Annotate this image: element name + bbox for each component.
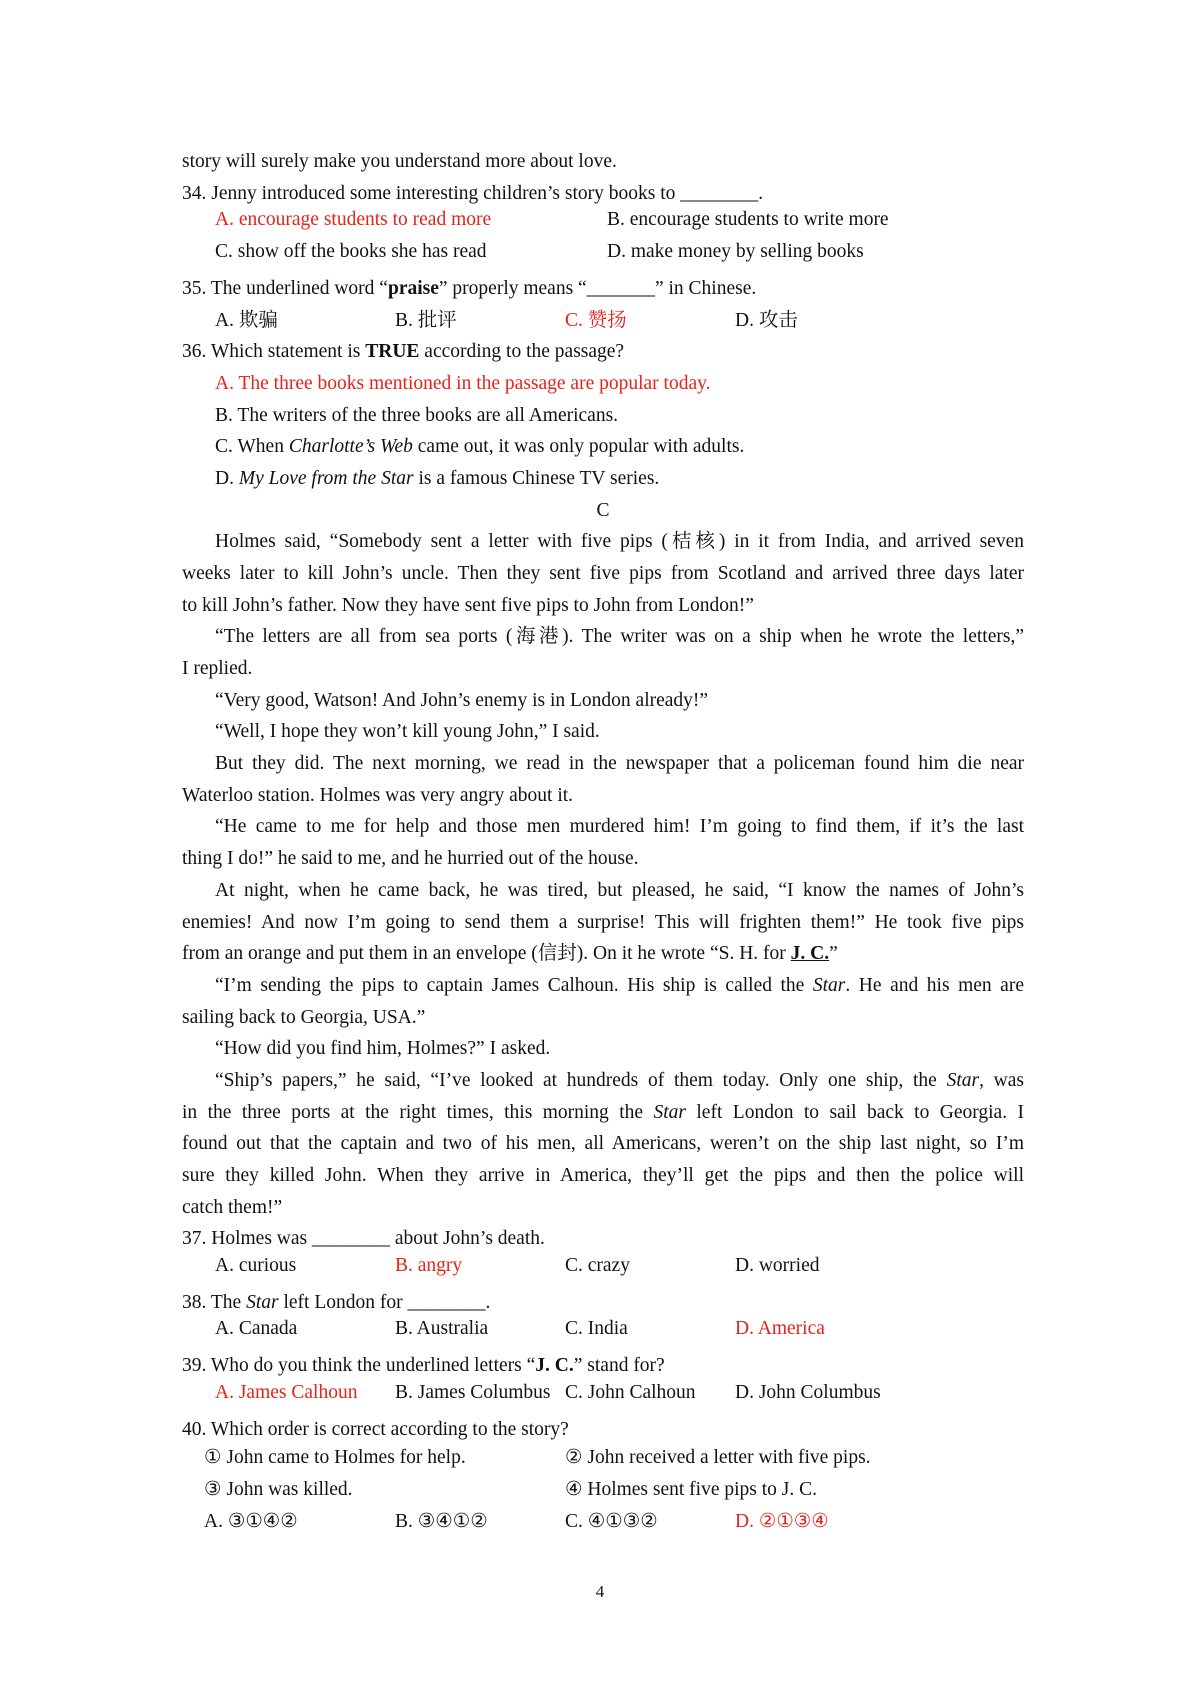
q38-stem-post: left London for ________. (278, 1291, 491, 1313)
q39-option-d: D. John Columbus (735, 1381, 881, 1403)
question-37-options (182, 1255, 1024, 1287)
passage-line: to kill John’s father. Now they have sent five pips to John from London!” (182, 594, 754, 616)
q38-option-c: C. India (565, 1318, 628, 1340)
passage-line: “How did you find him, Holmes?” I asked. (215, 1038, 551, 1060)
ship-name-star: Star (812, 974, 846, 996)
question-35-options (182, 304, 1024, 336)
passage-line: sailing back to Georgia, USA.” (182, 1006, 426, 1028)
q38-option-b: B. Australia (395, 1318, 489, 1340)
passage-line: weeks later to kill John’s uncle. Then they sent five pips from Scotland and arrived three days later (182, 562, 1024, 584)
passage-line: Holmes said, “Somebody sent a letter with five pips (桔核) in it from India, and arrived seven (215, 531, 1024, 553)
q36-option-c-pre: C. When (215, 436, 289, 458)
q38-option-a: A. Canada (215, 1318, 298, 1340)
q35-option-c-answer: C. 赞扬 (565, 310, 627, 332)
passage-line (182, 1097, 1024, 1129)
q39-option-b: B. James Columbus (395, 1381, 551, 1403)
passage-line: found out that the captain and two of his men, all Americans, weren’t on the ship last night, so I’m (182, 1133, 1024, 1155)
underlined-jc: J. C. (790, 943, 830, 965)
q36-stem-bold: TRUE (365, 341, 420, 363)
q40-event-3: ③ John was killed. (204, 1478, 353, 1500)
q35-stem-word: praise (387, 277, 439, 299)
passage-line: enemies! And now I’m going to send them a surprise! This will frighten them!” He took five pips (182, 911, 1024, 933)
p8-l1-pre: “I’m sending the pips to captain James Calhoun. His ship is called the (215, 974, 813, 996)
question-40-events-row-1 (182, 1445, 1024, 1477)
question-40-stem: 40. Which order is correct according to the story? (182, 1418, 569, 1440)
q40-event-2: ② John received a letter with five pips. (565, 1447, 871, 1469)
q40-option-d-answer: D. ②①③④ (735, 1510, 829, 1532)
question-38-options (182, 1318, 1024, 1350)
q35-option-a: A. 欺骗 (215, 310, 278, 332)
q36-option-d-pre: D. (215, 467, 239, 489)
passage-line: “Very good, Watson! And John’s enemy is in London already!” (215, 689, 709, 711)
p8-l1-post: . He and his men are (845, 974, 1024, 996)
passage-line: But they did. The next morning, we read in the newspaper that a policeman found him die near (215, 753, 1024, 775)
passage-line (182, 938, 1024, 970)
question-39-options (182, 1382, 1024, 1414)
p10-l2-post: left London to sail back to Georgia. I (685, 1101, 1024, 1123)
q40-event-4: ④ Holmes sent five pips to J. C. (565, 1478, 818, 1500)
p7-l3-post: ” (829, 943, 838, 965)
question-37-stem: 37. Holmes was ________ about John’s death. (182, 1228, 545, 1250)
q39-stem-post: ” stand for? (573, 1355, 665, 1377)
q36-stem-post: according to the passage? (419, 341, 625, 363)
q38-stem-star: Star (246, 1291, 279, 1313)
q40-option-b: B. ③④①② (395, 1510, 488, 1532)
q36-option-c-post: came out, it was only popular with adults. (412, 436, 745, 458)
question-40-options (182, 1509, 1024, 1541)
passage-line (182, 1065, 1024, 1097)
question-34-options-row-2 (182, 241, 1024, 273)
q34-option-b: B. encourage students to write more (607, 209, 889, 231)
passage-line: At night, when he came back, he was tired, but pleased, he said, “I know the names of John’s (215, 879, 1024, 901)
q39-option-c: C. John Calhoun (565, 1381, 696, 1403)
p10-l1-pre: “Ship’s papers,” he said, “I’ve looked at hundreds of them today. Only one ship, the (215, 1069, 947, 1091)
q38-option-d-answer: D. America (735, 1318, 825, 1340)
passage-line: “The letters are all from sea ports (海港). The writer was on a ship when he wrote the letters,” (215, 626, 1024, 648)
q34-option-d: D. make money by selling books (607, 241, 864, 263)
q36-option-c-title: Charlotte’s Web (288, 436, 413, 458)
q37-option-c: C. crazy (565, 1255, 630, 1277)
q34-option-c: C. show off the books she has read (215, 241, 487, 263)
p10-l1-post: , was (979, 1069, 1024, 1091)
q37-option-a: A. curious (215, 1255, 297, 1277)
q36-option-b: B. The writers of the three books are all Americans. (215, 404, 619, 426)
q40-event-1: ① John came to Holmes for help. (204, 1447, 466, 1469)
question-40-events-row-2 (182, 1477, 1024, 1509)
question-34-options-row-1 (182, 209, 1024, 241)
question-34-stem: 34. Jenny introduced some interesting children’s story books to ________. (182, 182, 764, 204)
question-38-stem (182, 1287, 1024, 1319)
q39-stem-pre: 39. Who do you think the underlined letters “ (182, 1355, 536, 1377)
passage-line: I replied. (182, 658, 253, 679)
p10-l2-pre: in the three ports at the right times, this morning the (182, 1101, 654, 1123)
p7-l3-pre: from an orange and put them in an envelope (信封). On it he wrote “S. H. for (182, 943, 791, 965)
question-39-stem (182, 1350, 1024, 1382)
question-36-stem (182, 336, 1024, 368)
q36-option-d-post: is a famous Chinese TV series. (413, 467, 660, 489)
question-35-stem (182, 273, 1024, 305)
ship-name-star: Star (653, 1101, 686, 1123)
passage-line (182, 970, 1024, 1002)
q35-stem-post: ” properly means “_______” in Chinese. (438, 277, 757, 299)
q36-stem-pre: 36. Which statement is (182, 341, 366, 363)
q37-option-b-answer: B. angry (395, 1255, 463, 1277)
q35-option-d: D. 攻击 (735, 310, 798, 332)
q36-option-a-answer: A. The three books mentioned in the passage are popular today. (215, 372, 711, 394)
passage-line: thing I do!” he said to me, and he hurried out of the house. (182, 848, 639, 870)
exam-page (182, 146, 1024, 1540)
q37-option-d: D. worried (735, 1255, 820, 1277)
ship-name-star: Star (946, 1069, 980, 1091)
q40-option-c: C. ④①③② (565, 1510, 658, 1532)
section-heading: C (596, 499, 610, 521)
q36-option-d (182, 463, 1024, 495)
q35-option-b: B. 批评 (395, 310, 457, 332)
passage-line: “Well, I hope they won’t kill young John,” I said. (215, 721, 600, 743)
passage-line: Waterloo station. Holmes was very angry about it. (182, 784, 574, 806)
q38-stem-pre: 38. The (182, 1291, 247, 1313)
passage-line: catch them!” (182, 1196, 283, 1218)
intro-tail: story will surely make you understand more about love. (182, 151, 617, 172)
page-number: 4 (595, 1582, 605, 1601)
q39-stem-bold: J. C. (535, 1355, 574, 1377)
passage-line: sure they killed John. When they arrive in America, they’ll get the pips and then the police will (182, 1165, 1024, 1186)
q34-option-a-answer: A. encourage students to read more (215, 209, 492, 231)
q36-option-d-title: My Love from the Star (238, 467, 414, 489)
q36-option-c (182, 431, 1024, 463)
passage-line: “He came to me for help and those men murdered him! I’m going to find them, if it’s the last (215, 816, 1024, 838)
q39-option-a-answer: A. James Calhoun (215, 1381, 358, 1403)
q40-option-a: A. ③①④② (204, 1510, 298, 1532)
q35-stem-pre: 35. The underlined word “ (182, 277, 388, 299)
